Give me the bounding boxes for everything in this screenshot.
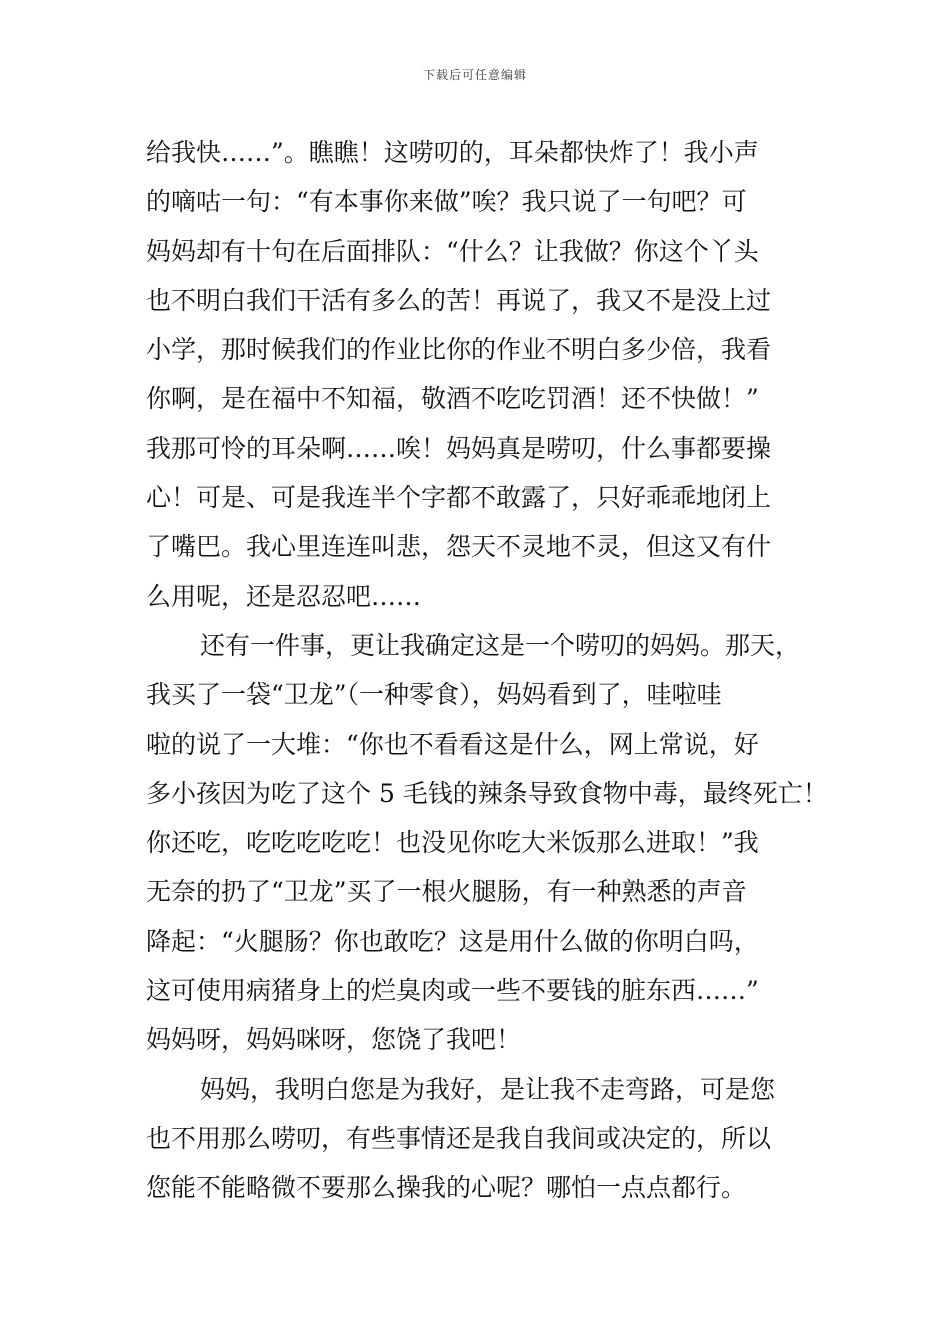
text-line: 妈妈却有十句在后面排队：“什么？让我做？你这个丫头 [146,236,759,266]
text-line: 多小孩因为吃了这个 5 毛钱的辣条导致食物中毒，最终死亡！ [146,778,828,808]
text-line: 你还吃，吃吃吃吃吃！也没见你吃大米饭那么进取！”我 [146,828,759,858]
text-line: 无奈的扔了“卫龙”买了一根火腿肠，有一种熟悉的声音 [146,877,747,907]
text-line: 的嘀咕一句：“有本事你来做”唉？我只说了一句吧？可 [146,187,747,217]
text-line: 也不用那么唠叨，有些事情还是我自我间或决定的，所以 [146,1123,772,1153]
text-line: 你啊，是在福中不知福，敬酒不吃吃罚酒！还不快做！” [146,384,759,414]
body-text [146,128,836,1213]
text-line: 心！可是、可是我连半个字都不敢露了，只好乖乖地闭上 [146,483,772,513]
text-line: 了嘴巴。我心里连连叫悲，怨天不灵地不灵，但这又有什 [146,532,772,562]
text-line: 这可使用病猪身上的烂臭肉或一些不要钱的脏东西……” [146,976,759,1006]
page-header: 下载后可任意编辑 [422,68,527,82]
text-line: 降起：“火腿肠？你也敢吃？这是用什么做的你明白吗， [146,926,759,956]
text-line: 您能不能略微不要那么操我的心呢？哪怕一点点都行。 [146,1173,747,1203]
text-line: 妈妈呀，妈妈咪呀，您饶了我吧！ [146,1025,522,1055]
text-line: 给我快……”。瞧瞧！这唠叨的，耳朵都快炸了！我小声 [146,138,759,167]
text-line: 我那可怜的耳朵啊……唉！妈妈真是唠叨，什么事都要操 [146,433,772,463]
text-line: 也不明白我们干活有多么的苦！再说了，我又不是没上过 [146,285,772,315]
text-line: 么用呢，还是忍忍吧…… [146,581,422,611]
text-line: 我买了一袋“卫龙”（一种零食），妈妈看到了，哇啦哇 [146,680,722,710]
text-line: 啦的说了一大堆：“你也不看看这是什么，网上常说，好 [146,729,759,759]
paragraph-start-line: 还有一件事，更让我确定这是一个唠叨的妈妈。那天， [200,630,801,660]
paragraph-start-line: 妈妈，我明白您是为我好，是让我不走弯路，可是您 [200,1074,776,1104]
text-line: 小学，那时候我们的作业比你的作业不明白多少倍，我看 [146,335,772,365]
